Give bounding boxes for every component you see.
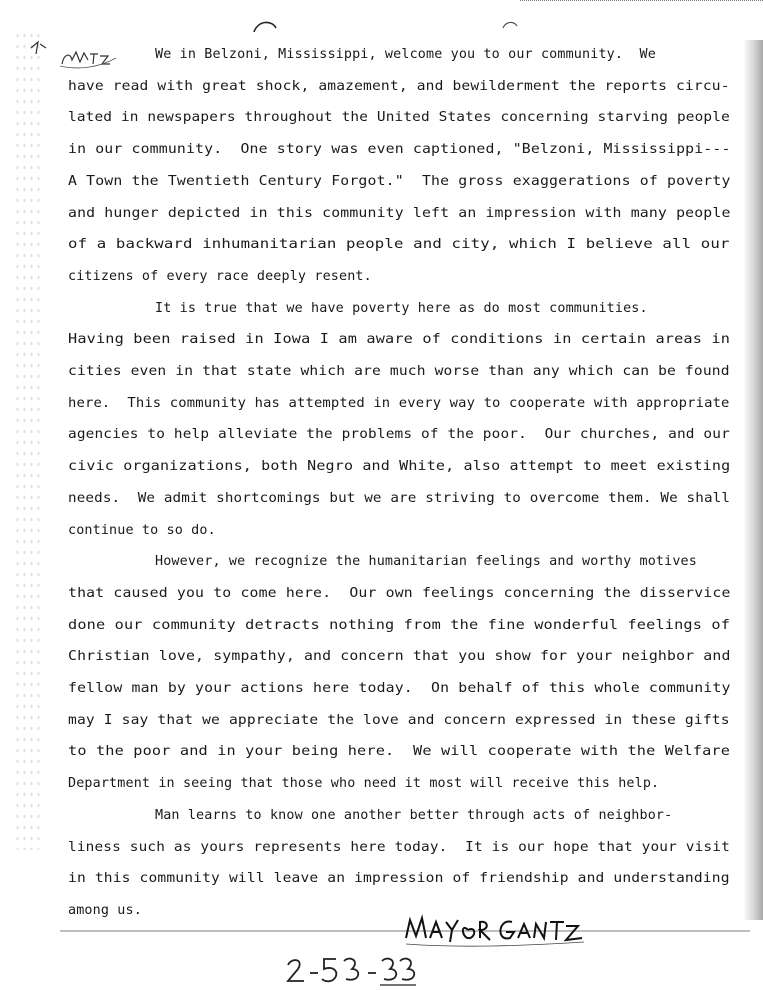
letter-text-line: lated in newspapers throughout the United States concerning starving people xyxy=(68,110,730,126)
letter-text-line: among us. xyxy=(68,902,142,918)
letter-text-line: continue to so do. xyxy=(68,522,216,538)
paragraph-first-line: We in Belzoni, Mississippi, welcome you to our community. We xyxy=(155,47,656,62)
letter-text-line: civic organizations, both Negro and White, also attempt to meet existing xyxy=(68,459,731,475)
ink-arc-mark-small xyxy=(500,18,520,30)
letter-text-line: Department in seeing that those who need it most will receive this help. xyxy=(68,776,660,792)
letter-text-line: in this community will leave an impression of friendship and understanding xyxy=(68,871,730,887)
letter-text-line: that caused you to come here. Our own feelings concerning the disservice xyxy=(68,585,731,601)
letter-text-line: may I say that we appreciate the love and concern expressed in these gifts xyxy=(68,712,730,728)
paragraph-first-line: It is true that we have poverty here as do most communities. xyxy=(155,300,648,316)
letter-text-line: have read with great shock, amazement, and bewilderment the reports circu- xyxy=(68,78,730,94)
letter-text-line: done our community detracts nothing from the fine wonderful feelings of xyxy=(68,617,731,633)
letter-text-line: needs. We admit shortcomings but we are striving to overcome them. We shall xyxy=(68,490,731,506)
letter-text-line: fellow man by your actions here today. On behalf of this whole community xyxy=(68,681,731,696)
letter-text-line: agencies to help alleviate the problems of the poor. Our churches, and our xyxy=(68,427,730,443)
letter-text-line: Having been raised in Iowa I am aware of conditions in certain areas in xyxy=(68,332,731,348)
letter-text-line: liness such as yours represents here today. It is our hope that your visit xyxy=(68,839,730,855)
scan-noise xyxy=(14,30,44,850)
paragraph-first-line: Man learns to know one another better through acts of neighbor- xyxy=(155,807,673,823)
letter-text-line: here. This community has attempted in every way to cooperate with appropriate xyxy=(68,395,730,411)
letter-text-line: and hunger depicted in this community left an impression with many people xyxy=(68,205,731,221)
letter-text-line: Christian love, sympathy, and concern that you show for your neighbor and xyxy=(68,649,731,665)
letter-text-line: in our community. One story was even captioned, "Belzoni, Mississippi--- xyxy=(68,142,731,158)
handwritten-document-number xyxy=(280,953,420,987)
letter-text-line: cities even in that state which are much worse than any which can be found xyxy=(68,364,730,379)
paragraph-first-line: However, we recognize the humanitarian feelings and worthy motives xyxy=(155,554,697,570)
handwritten-initials xyxy=(58,46,118,70)
scan-right-edge-shadow xyxy=(743,40,763,920)
letter-text-line: to the poor and in your being here. We will cooperate with the Welfare xyxy=(68,744,731,760)
corner-tick-mark xyxy=(28,38,50,64)
letter-text-line: of a backward inhumanitarian people and city, which I believe all our xyxy=(68,237,730,253)
ink-arc-mark xyxy=(250,18,280,34)
signature-mayor-gantz xyxy=(400,908,590,948)
letter-text-line: citizens of every race deeply resent. xyxy=(68,268,372,284)
scan-edge-dots xyxy=(520,0,763,4)
letter-text-line: A Town the Twentieth Century Forgot." The gross exaggerations of poverty xyxy=(68,173,731,189)
